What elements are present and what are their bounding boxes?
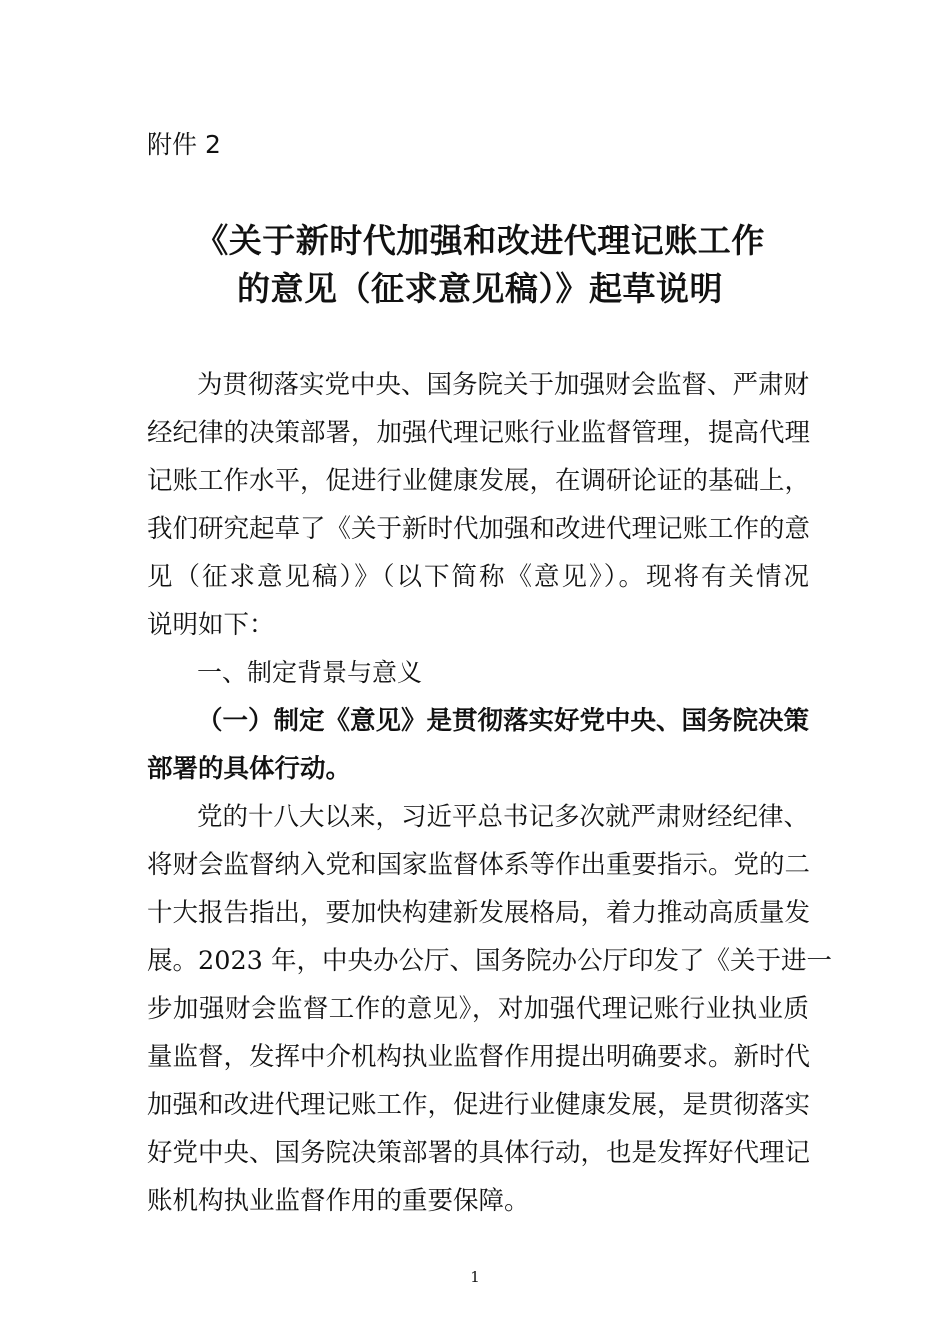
page-number: 1 <box>470 1268 480 1286</box>
paragraph-line: 党的十八大以来，习近平总书记多次就严肃财经纪律、 <box>197 802 810 832</box>
paragraph-line: 步加强财会监督工作的意见》，对加强代理记账行业执业质 <box>147 994 809 1024</box>
attachment-label: 附件 2 <box>147 130 221 159</box>
title-line-1: 《关于新时代加强和改进代理记账工作 <box>195 221 765 260</box>
paragraph-line: 展。2023 年，中央办公厅、国务院办公厅印发了《关于进一 <box>147 946 833 976</box>
intro-line: 说明如下： <box>147 610 275 640</box>
paragraph-line: 将财会监督纳入党和国家监督体系等作出重要指示。党的二 <box>147 850 811 880</box>
title-line-2: 的意见（征求意见稿）》起草说明 <box>237 269 723 308</box>
subsection-heading-line: 部署的具体行动。 <box>147 754 352 784</box>
paragraph-line: 十大报告指出，要加快构建新发展格局，着力推动高质量发 <box>147 898 811 928</box>
intro-line: 记账工作水平，促进行业健康发展，在调研论证的基础上， <box>147 466 811 496</box>
paragraph-line: 账机构执业监督作用的重要保障。 <box>147 1186 530 1216</box>
intro-line: 见（征求意见稿）》（以下简称《意见》）。现将有关情况 <box>147 562 809 592</box>
intro-line: 我们研究起草了《关于新时代加强和改进代理记账工作的意 <box>147 514 811 544</box>
section-heading: 一、制定背景与意义 <box>197 658 423 687</box>
paragraph-line: 好党中央、国务院决策部署的具体行动，也是发挥好代理记 <box>147 1138 811 1168</box>
document-title <box>100 217 860 313</box>
intro-line: 经纪律的决策部署，加强代理记账行业监督管理，提高代理 <box>147 418 811 448</box>
subsection-heading-line: （一）制定《意见》是贯彻落实好党中央、国务院决策 <box>197 706 810 736</box>
paragraph-line: 加强和改进代理记账工作，促进行业健康发展，是贯彻落实 <box>147 1090 811 1120</box>
paragraph-line: 量监督，发挥中介机构执业监督作用提出明确要求。新时代 <box>147 1042 811 1072</box>
intro-line: 为贯彻落实党中央、国务院关于加强财会监督、严肃财 <box>197 370 810 400</box>
